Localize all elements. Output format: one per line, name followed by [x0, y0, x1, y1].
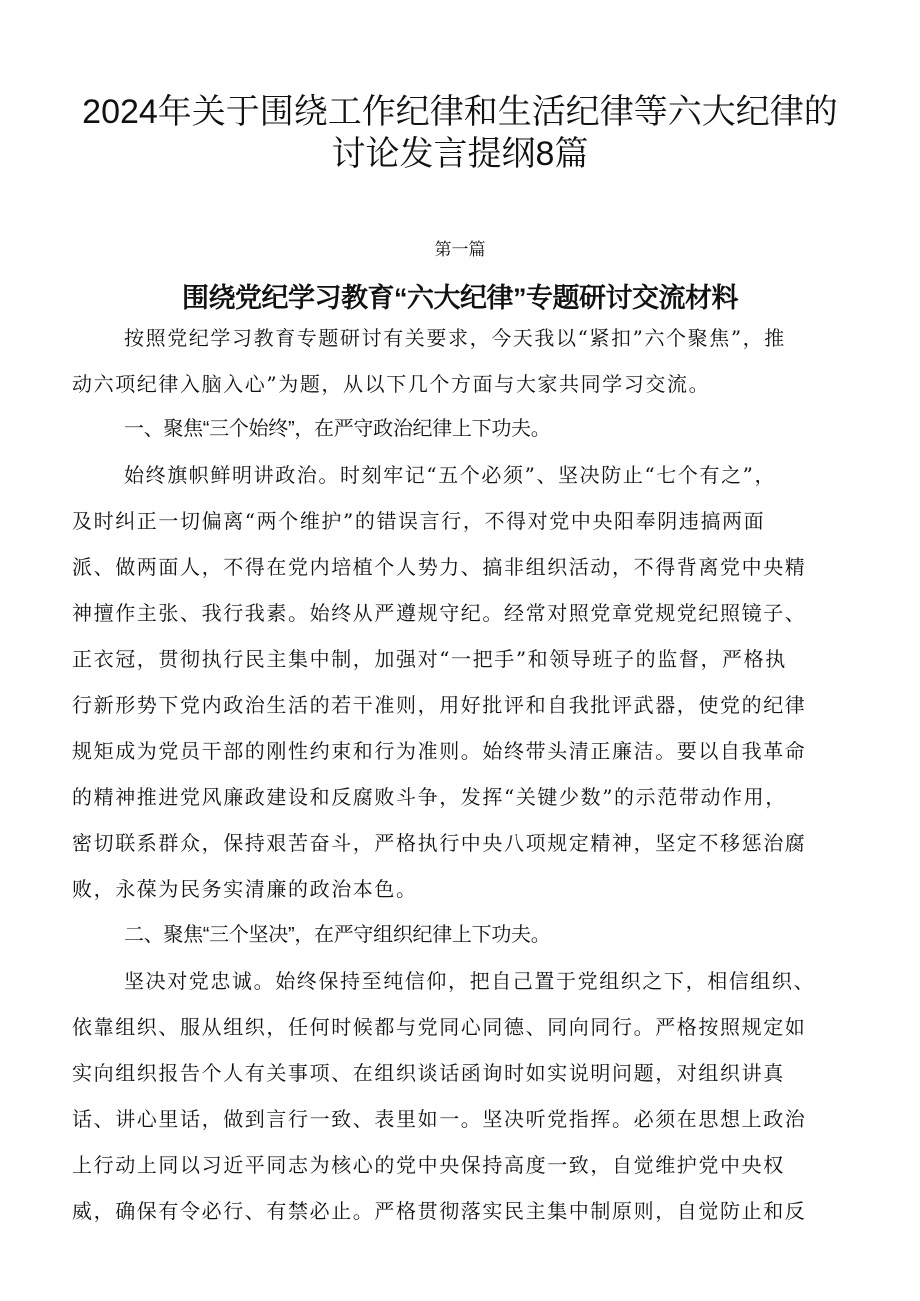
paragraph-line: 神擅作主张、我行我素。始终从严遵规守纪。经常对照党章党规党纪照镜子、 — [72, 601, 807, 625]
intro-line: 动六项纪律入脑入心”为题，从以下几个方面与大家共同学习交流。 — [72, 372, 711, 396]
document-title-line-1: 2024年关于围绕工作纪律和生活纪律等六大纪律的 — [82, 93, 838, 131]
paragraph-line: 规矩成为党员干部的刚性约束和行为准则。始终带头清正廉洁。要以自我革命 — [72, 739, 807, 763]
paragraph-line: 坚决对党忠诚。始终保持至纯信仰，把自己置于党组织之下，相信组织、 — [124, 969, 816, 993]
paragraph-line: 威，确保有令必行、有禁必止。严格贯彻落实民主集中制原则，自觉防止和反 — [72, 1199, 807, 1223]
section-title: 围绕党纪学习教育“六大纪律”专题研讨交流材料 — [182, 283, 738, 313]
paragraph-line: 正衣冠，贯彻执行民主集中制，加强对“一把手”和领导班子的监督，严格执 — [72, 647, 787, 671]
paragraph-line: 上行动上同以习近平同志为核心的党中央保持高度一致，自觉维护党中央权 — [72, 1153, 785, 1177]
intro-line: 按照党纪学习教育专题研讨有关要求，今天我以“紧扣”六个聚焦”，推 — [124, 326, 786, 350]
paragraph-line: 话、讲心里话，做到言行一致、表里如一。坚决听党指挥。必须在思想上政治 — [72, 1107, 807, 1131]
paragraph-line: 密切联系群众，保持艰苦奋斗，严格执行中央八项规定精神，坚定不移惩治腐 — [72, 831, 807, 855]
heading-organizational-discipline: 二、聚焦“三个坚决”，在严守组织纪律上下功夫。 — [124, 924, 551, 946]
paragraph-line: 的精神推进党风廉政建设和反腐败斗争，发挥“关键少数”的示范带动作用， — [72, 785, 787, 809]
heading-political-discipline: 一、聚焦“三个始终”，在严守政治纪律上下功夫。 — [124, 418, 551, 440]
paragraph-line: 实向组织报告个人有关事项、在组织谈话函询时如实说明问题，对组织讲真 — [72, 1061, 785, 1085]
paragraph-line: 行新形势下党内政治生活的若干准则，用好批评和自我批评武器，使党的纪律 — [72, 693, 807, 717]
paragraph-line: 败，永葆为民务实清廉的政治本色。 — [72, 877, 418, 901]
paragraph-line: 依靠组织、服从组织，任何时候都与党同心同德、同向同行。严格按照规定如 — [72, 1015, 807, 1039]
document-title-line-2: 讨论发言提纲8篇 — [331, 135, 589, 173]
paragraph-line: 及时纠正一切偏离“两个维护”的错误言行，不得对党中央阳奉阴违搞两面 — [72, 509, 766, 533]
paragraph-line: 始终旗帜鲜明讲政治。时刻牢记“五个必须”、坚决防止“七个有之”， — [124, 463, 777, 487]
chapter-label: 第一篇 — [434, 240, 486, 260]
paragraph-line: 派、做两面人，不得在党内培植个人势力、搞非组织活动，不得背离党中央精 — [72, 555, 807, 579]
